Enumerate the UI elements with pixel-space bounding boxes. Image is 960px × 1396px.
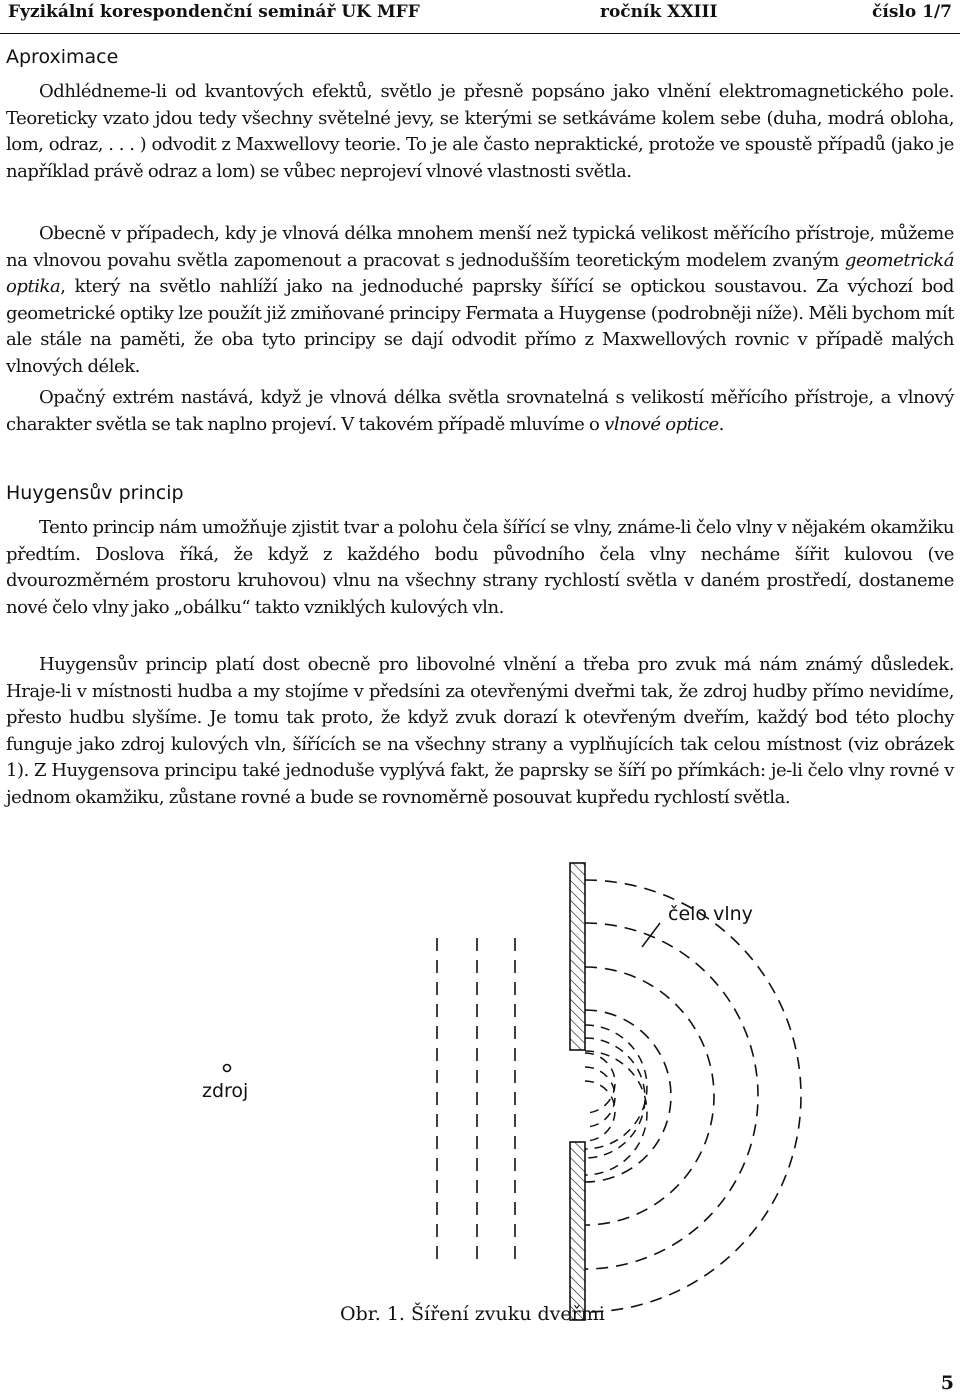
figure-diagram	[0, 855, 960, 1325]
paragraph-text: Opačný extrém nastává, když je vlnová délka světla srovnatelná s velikostí měřícího přístroje, a vlnový charakter světla se tak naplno projeví. V takovém případě mluvíme o	[6, 387, 954, 435]
diffracted-wavefront-2	[585, 967, 714, 1225]
wall-lower	[570, 1142, 585, 1320]
section-heading-aproximace: Aproximace	[6, 46, 119, 68]
header-issue: číslo 1/7	[872, 2, 952, 22]
section-heading-huygens: Huygensův princip	[6, 482, 184, 504]
header-volume: ročník XXIII	[600, 2, 718, 22]
source-point	[224, 1065, 231, 1072]
wavelets-first-generation	[585, 1053, 615, 1141]
page-number: 5	[940, 1372, 954, 1394]
diffracted-wavefront-1	[585, 1010, 671, 1182]
paragraph-text: .	[718, 413, 724, 435]
diffracted-wavefronts	[585, 880, 801, 1312]
diffracted-wavefront-4	[585, 880, 801, 1312]
diffracted-wavefront-3	[585, 923, 758, 1269]
paragraph-aproximace-3	[6, 385, 954, 438]
header-rule	[0, 33, 960, 34]
paragraph-aproximace-1: Odhlédneme-li od kvantových efektů, světlo je přesně popsáno jako vlnění elektromagnetického pole. Teoreticky vzato jdou tedy všechny světelné jevy, se kterými se setkáváme kolem sebe (duha, modrá obloha, lom, odraz, . . . ) odvodit z Maxwellovy teorie. To je ale často nepraktické, protože ve spoustě případů (jako je například právě odraz a lom) se vůbec neprojeví vlnové vlastnosti světla.	[6, 81, 954, 182]
figure-caption: Obr. 1. Šíření zvuku dveřmi	[340, 1303, 605, 1325]
figure-sound-through-door	[0, 855, 960, 1325]
label-source: zdroj	[202, 1080, 249, 1102]
term-wave-optics: vlnové optice	[604, 413, 719, 435]
header-seminar-title: Fyzikální korespondenční seminář UK MFF	[8, 2, 420, 22]
term-geometric-optics: geometrická optika	[6, 249, 954, 298]
label-wavefront: čelo vlny	[668, 903, 753, 925]
paragraph-text: , který na světlo nahlíží jako na jednoduché paprsky šířící se optickou soustavou. Za výchozí bod geometrické optiky lze použít již zmiňované principy Fermata a Huygense (podrobněji níže). Měli bychom mít ale stále na paměti, že oba tyto principy se dají odvodit přímo z Maxwellových rovnic v případě malých vlnových délek.	[6, 276, 954, 377]
paragraph-huygens-2: Huygensův princip platí dost obecně pro libovolné vlnění a třeba pro zvuk má nám známý důsledek. Hraje-li v místnosti hudba a my stojíme v předsíni za otevřenými dveřmi tak, že zdroj hudby přímo nevidíme, přesto hudbu slyšíme. Je tomu tak proto, že když zvuk dorazí k otevřeným dveřím, každý bod této plochy funguje jako zdroj kulových vln, šířících se na všechny strany a vyplňujících tak celou místnost (viz obrázek 1). Z Huygensova principu také jednoduše vyplývá fakt, že paprsky se šíří po přímkách: je-li čelo vlny rovné v jednom okamžiku, zůstane rovné a bude se rovnoměrně posouvat kupředu rychlostí světla.	[6, 654, 954, 808]
wavelets-second-generation	[585, 1025, 647, 1175]
wavefront-label-pointer	[642, 923, 660, 947]
paragraph-huygens-1: Tento princip nám umožňuje zjistit tvar a polohu čela šířící se vlny, známe-li čelo vlny v nějakém okamžiku předtím. Doslova říká, že když z každého bodu původního čela vlny necháme šířit kulovou (ve dvourozměrném prostoru kruhovou) vlnu na všechny strany rychlostí světla v daném prostředí, dostaneme nové čelo vlny jako „obálku“ takto vzniklých kulových vln.	[6, 517, 954, 618]
running-header	[8, 2, 952, 28]
incoming-plane-wavefronts	[437, 938, 515, 1263]
paragraph-aproximace-2	[6, 221, 954, 381]
paragraph-text: Obecně v případech, kdy je vlnová délka mnohem menší než typická velikost měřícího přístroje, můžeme na vlnovou povahu světla zapomenout a pracovat s jednodušším teoretickým modelem zvaným	[6, 223, 954, 271]
wall-upper	[570, 863, 585, 1050]
